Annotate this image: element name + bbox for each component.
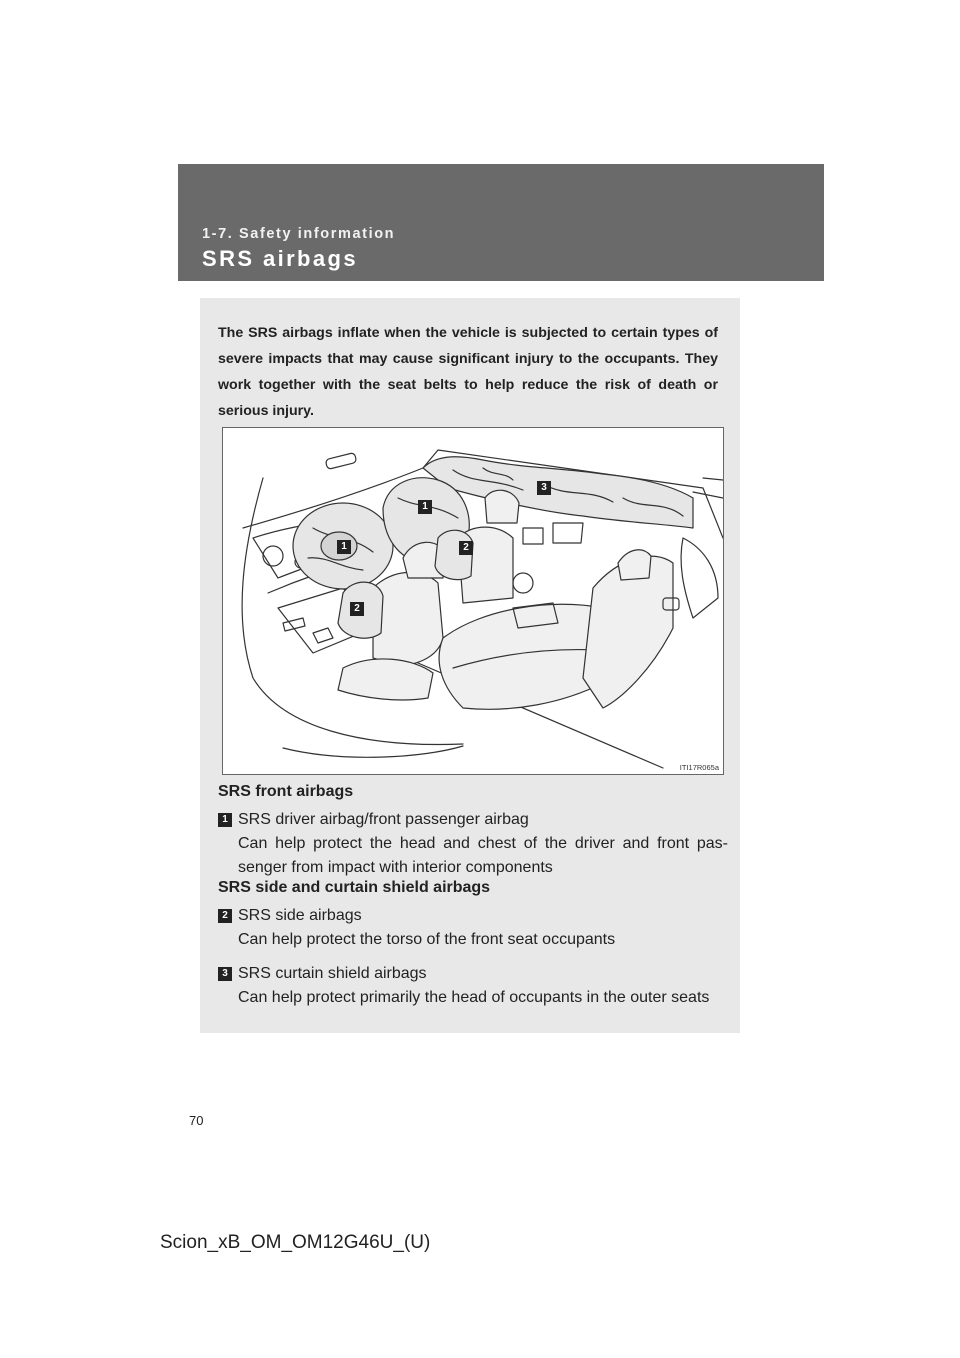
section-heading: SRS side and curtain shield airbags — [218, 879, 491, 896]
section-heading: SRS front airbags — [218, 783, 354, 800]
info-box — [200, 298, 740, 1033]
callout-3-curtain: 3 — [537, 481, 551, 495]
list-item — [218, 962, 728, 1010]
item-title: SRS curtain shield airbags — [238, 965, 427, 982]
item-description: Can help protect the head and chest of the driver and front pas-senger from impact with interior components — [238, 835, 728, 876]
callout-1-passenger: 1 — [418, 500, 432, 514]
callout-2-driver: 2 — [350, 602, 364, 616]
item-description: Can help protect the torso of the front seat occupants — [238, 931, 616, 948]
front-airbags-section — [218, 780, 728, 880]
footer-doc-code: Scion_xB_OM_OM12G46U_(U) — [160, 1232, 431, 1253]
item-description: Can help protect primarily the head of occupants in the outer seats — [238, 989, 710, 1006]
side-curtain-airbags-section — [218, 876, 728, 1010]
callout-1-driver: 1 — [337, 540, 351, 554]
number-badge: 1 — [218, 813, 232, 827]
intro-text: The SRS airbags inflate when the vehicle is subjected to certain types of severe impacts that may cause significant injury to the occupants. They work together with the seat belts to help reduce the risk of death or serious injury. — [218, 325, 718, 419]
page-title: SRS airbags — [202, 246, 359, 271]
header-band — [178, 164, 824, 281]
item-title: SRS driver airbag/front passenger airbag — [238, 811, 529, 828]
callout-2-passenger: 2 — [459, 541, 473, 555]
airbag-illustration — [222, 427, 724, 775]
list-item — [218, 808, 728, 880]
car-interior-drawing — [223, 428, 723, 774]
illustration-code: ITI17R065a — [679, 763, 719, 772]
number-badge: 3 — [218, 967, 232, 981]
page-number: 70 — [189, 1113, 204, 1128]
item-title: SRS side airbags — [238, 907, 362, 924]
section-label: 1-7. Safety information — [202, 226, 396, 242]
number-badge: 2 — [218, 909, 232, 923]
list-item — [218, 904, 728, 952]
